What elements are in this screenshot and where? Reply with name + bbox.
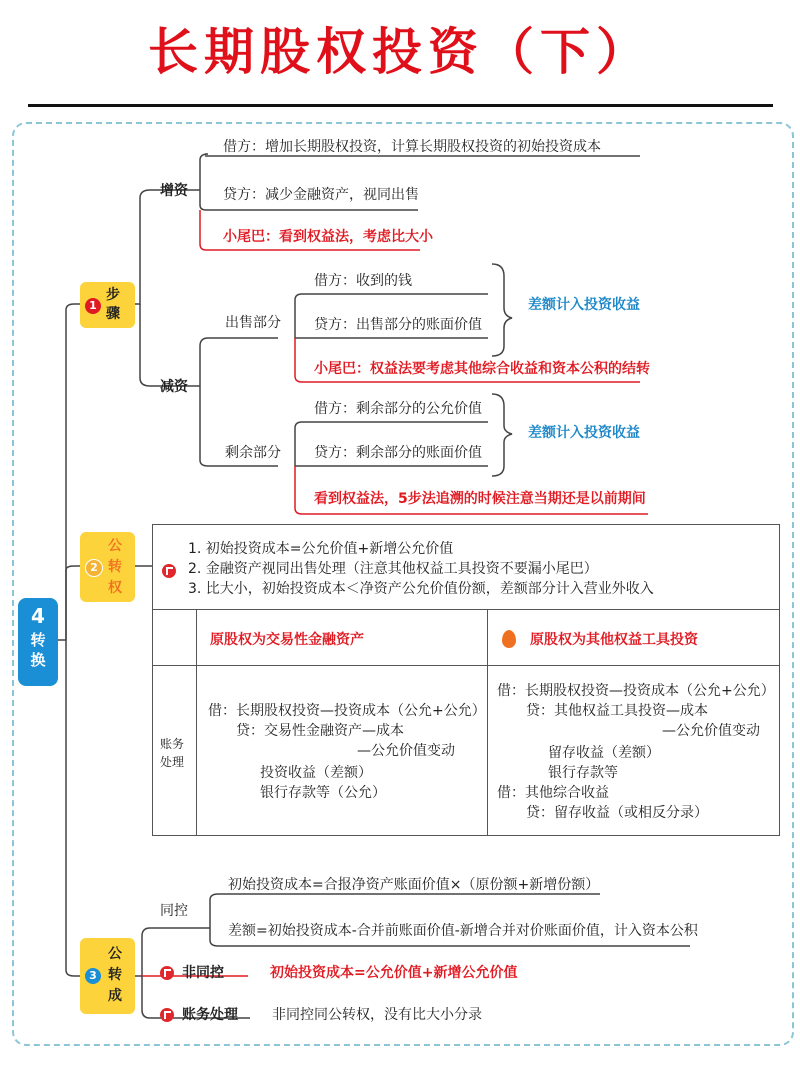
right-line-6: 借：其他综合收益 xyxy=(497,785,609,801)
root-label: 转换 xyxy=(30,631,46,669)
remain-note: 差额计入投资收益 xyxy=(528,425,640,441)
left-line-3: —公允价值变动 xyxy=(357,743,455,759)
right-line-3: —公允价值变动 xyxy=(662,723,760,739)
tongkong-label: 同控 xyxy=(160,903,188,919)
root-node xyxy=(18,598,58,686)
gzq-point-3: 3. 比大小，初始投资成本＜净资产公允价值份额，差额部分计入营业外收入 xyxy=(188,581,654,597)
right-line-1: 借：长期股权投资—投资成本（公允+公允） xyxy=(497,683,775,699)
spine-to-gzc xyxy=(66,640,80,976)
flag-icon xyxy=(160,1008,174,1022)
tongkong-line-2: 差额=初始投资成本-合并前账面价值-新增合并对价账面价值，计入资本公积 xyxy=(228,923,698,939)
right-line-5: 银行存款等 xyxy=(548,765,618,781)
row-label: 账务处理 xyxy=(160,737,185,769)
step-number-icon: 1 xyxy=(85,298,101,314)
jianzi-label: 减资 xyxy=(160,379,188,395)
step-badge xyxy=(80,282,135,328)
gzq-label: 公转权 xyxy=(108,538,122,596)
gzc-label: 公转成 xyxy=(108,946,122,1004)
zengzi-label: 增资 xyxy=(160,183,188,199)
right-line-2: 贷：其他权益工具投资—成本 xyxy=(526,703,708,719)
accounting-label: 账务处理 xyxy=(182,1007,238,1023)
remain-label: 剩余部分 xyxy=(225,445,281,461)
col-header-right: 原股权为其他权益工具投资 xyxy=(530,632,698,648)
remain-tail: 看到权益法，5步法追溯的时候注意当期还是以前期间 xyxy=(314,491,646,507)
left-line-4: 投资收益（差额） xyxy=(260,765,372,781)
sold-label: 出售部分 xyxy=(225,315,281,331)
feitongkong-label: 非同控 xyxy=(182,965,224,981)
gzc-number-icon: 3 xyxy=(85,968,101,984)
sold-credit: 贷方：出售部分的账面价值 xyxy=(314,317,482,333)
zengzi-debit: 借方：增加长期股权投资，计算长期股权投资的初始投资成本 xyxy=(223,139,601,155)
gzc-badge xyxy=(80,938,135,1014)
left-line-5: 银行存款等（公允） xyxy=(260,785,386,801)
remain-debit: 借方：剩余部分的公允价值 xyxy=(314,401,482,417)
right-line-7: 贷：留存收益（或相反分录） xyxy=(526,805,708,821)
step-label: 步骤 xyxy=(106,287,120,322)
feitongkong-text: 初始投资成本=公允价值+新增公允价值 xyxy=(270,965,518,981)
zengzi-tail: 小尾巴：看到权益法，考虑比大小 xyxy=(223,229,433,245)
sold-note: 差额计入投资收益 xyxy=(528,297,640,313)
accounting-text: 非同控同公转权，没有比大小分录 xyxy=(272,1007,482,1023)
flag-icon xyxy=(162,564,176,578)
gzq-badge xyxy=(80,532,135,602)
fire-icon xyxy=(502,630,516,648)
spine-to-step xyxy=(58,304,80,640)
gzq-point-1: 1. 初始投资成本=公允价值+新增公允价值 xyxy=(188,541,454,557)
left-line-2: 贷：交易性金融资产—成本 xyxy=(236,723,404,739)
tongkong-line-1: 初始投资成本=合报净资产账面价值×（原份额+新增份额） xyxy=(228,877,600,893)
left-line-1: 借：长期股权投资—投资成本（公允+公允） xyxy=(208,703,486,719)
gzq-point-2: 2. 金融资产视同出售处理（注意其他权益工具投资不要漏小尾巴） xyxy=(188,561,598,577)
gzq-number-icon: 2 xyxy=(85,559,103,577)
col-header-left: 原股权为交易性金融资产 xyxy=(210,632,364,648)
right-line-4: 留存收益（差额） xyxy=(548,745,660,761)
sold-tail: 小尾巴：权益法要考虑其他综合收益和资本公积的结转 xyxy=(314,361,650,377)
sold-debit: 借方：收到的钱 xyxy=(314,273,412,289)
zengzi-credit: 贷方：减少金融资产，视同出售 xyxy=(223,187,419,203)
root-number: 4 xyxy=(31,604,45,628)
page-title: 长期股权投资（下） xyxy=(148,23,652,81)
flag-icon xyxy=(160,966,174,980)
remain-credit: 贷方：剩余部分的账面价值 xyxy=(314,445,482,461)
spine-to-gzq xyxy=(66,566,80,640)
